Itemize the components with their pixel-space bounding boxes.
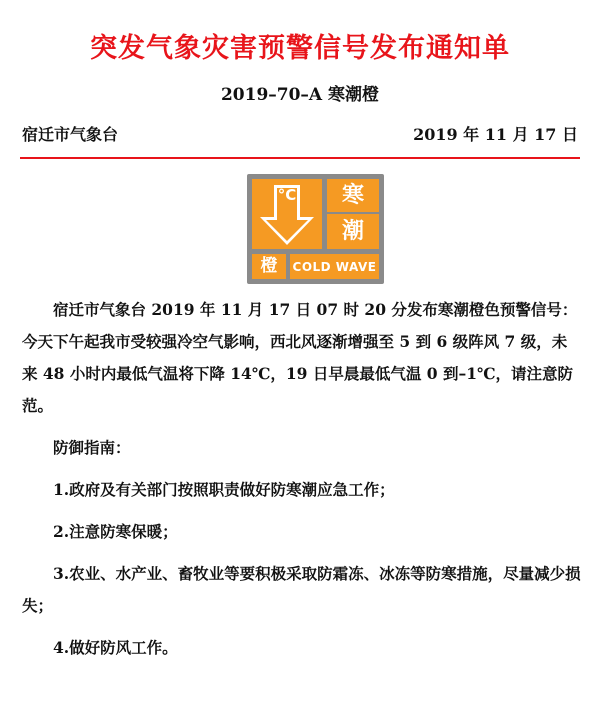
level-char: 橙	[260, 256, 278, 276]
caption-panel	[290, 254, 379, 279]
guide-item: 3.农业、水产业、畜牧业等要积极采取防霜冻、冰冻等防寒措施，尽量减少损失；	[22, 564, 581, 615]
notice-body	[22, 294, 582, 664]
cold-char-panel	[327, 179, 379, 212]
signal-caption: COLD WAVE	[292, 259, 377, 274]
issuer: 宿迁市气象台	[22, 125, 119, 144]
cold-char: 寒	[341, 182, 364, 208]
issue-date: 2019 年 11 月 17 日	[413, 125, 578, 144]
notice-title: 突发气象灾害预警信号发布通知单	[90, 33, 510, 64]
guide-item: 2.注意防寒保暖；	[53, 522, 178, 541]
guide-item: 4.做好防风工作。	[53, 638, 178, 657]
level-char-panel	[252, 254, 286, 279]
header-divider	[20, 157, 580, 159]
tide-char: 潮	[341, 218, 364, 244]
guide-item: 1.政府及有关部门按照职责做好防寒潮应急工作；	[53, 480, 395, 499]
cold-wave-orange-signal-icon	[247, 174, 384, 284]
defense-guide-heading: 防御指南：	[53, 438, 131, 457]
tide-char-panel	[327, 214, 379, 249]
temperature-drop-panel	[252, 179, 322, 249]
temperature-unit-label: °C	[277, 186, 297, 204]
warning-paragraph: 宿迁市气象台 2019 年 11 月 17 日 07 时 20 分发布寒潮橙色预警信号：今天下午起我市受较强冷空气影响，西北风逐渐增强至 5 到 6 级阵风 7 级，未来 48 小时内最低气温将下降 14℃，19 日早晨最低气温 0 到–1℃，请注意防范。	[22, 300, 578, 415]
document-number: 2019–70–A 寒潮橙	[220, 85, 380, 105]
